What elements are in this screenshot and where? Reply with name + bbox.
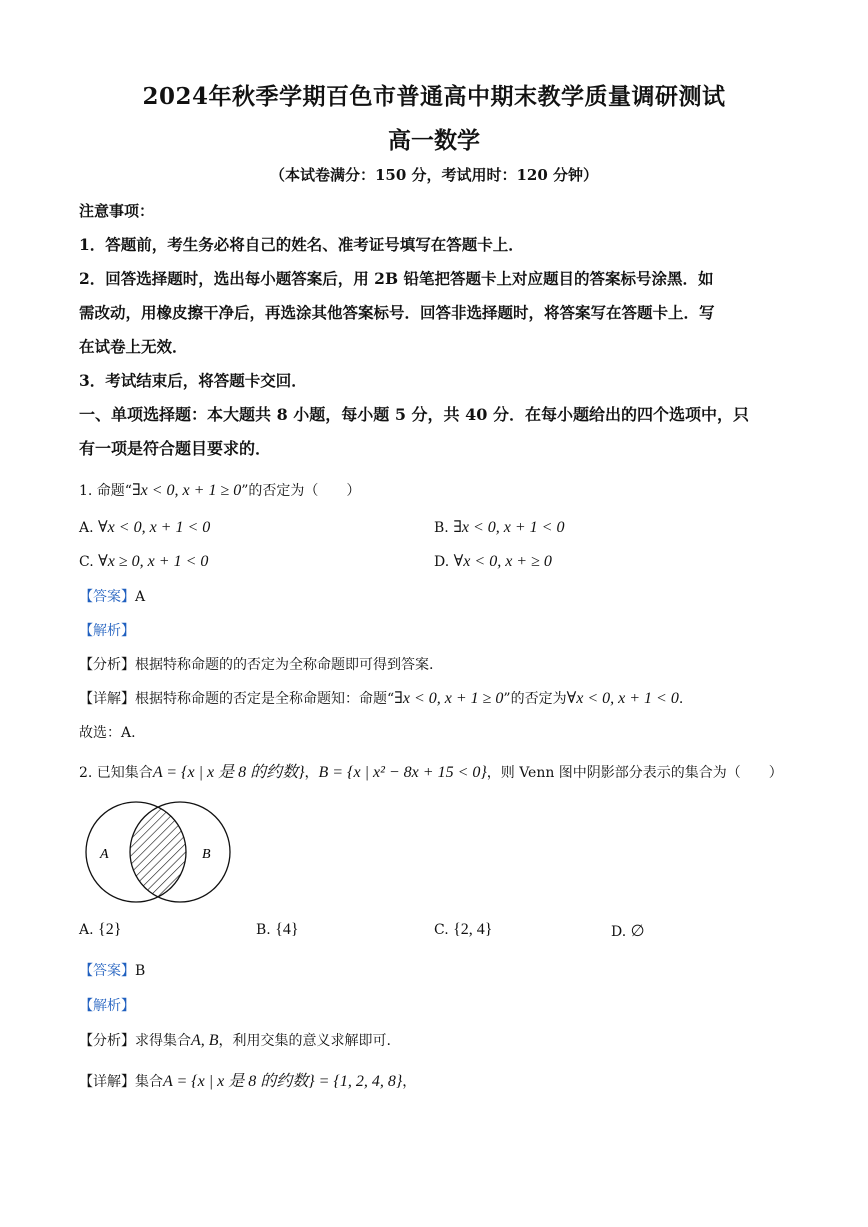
q1-option-a (79, 517, 210, 537)
option-label: C. (79, 554, 94, 570)
option-label: D. (611, 924, 627, 940)
fenxi-tag: 【分析】 (79, 1033, 135, 1049)
xiangjie-math: A = {x | x 是 8 的约数} = {1, 2, 4, 8} (163, 1073, 403, 1090)
q2-fenxi (79, 1030, 794, 1050)
note-2-line-3: 在试卷上无效． (79, 337, 188, 356)
notes-title: 注意事项： (79, 202, 155, 220)
q1-answer (79, 586, 794, 606)
answer-tag: 【答案】 (79, 589, 135, 605)
xiangjie-pre: 根据特称命题的否定是全称命题知：命题“ (135, 691, 395, 707)
option-text: {4} (275, 921, 299, 938)
q2-set-a: A = {x | x 是 8 的约数} (152, 764, 305, 781)
venn-label-a: A (100, 847, 109, 862)
option-label: D. (434, 554, 450, 570)
note-2-line-2: 需改动，用橡皮擦干净后，再选涂其他答案标号．回答非选择题时，将答案写在答题卡上．写 (79, 303, 715, 322)
q2-answer (79, 960, 794, 980)
option-text: ∀x ≥ 0, x + 1 < 0 (98, 553, 209, 570)
venn-label-b: B (202, 847, 211, 862)
q1-analysis-tag: 【解析】 (79, 623, 135, 639)
xiangjie-math-2: ∀x < 0, x + 1 < 0 (566, 690, 679, 707)
option-text: ∀x < 0, x + 1 < 0 (98, 519, 211, 536)
fenxi-text: 根据特称命题的的否定为全称命题即可得到答案. (135, 657, 434, 673)
option-label: B. (434, 520, 449, 536)
xiangjie-pre: 集合 (135, 1074, 163, 1090)
q1-option-d (434, 551, 552, 571)
fenxi-math: A, B (191, 1032, 219, 1049)
q1-stem-math: ∃x < 0, x + 1 ≥ 0 (131, 482, 242, 499)
xiangjie-tag: 【详解】 (79, 691, 135, 707)
option-text: ∃x < 0, x + 1 < 0 (453, 519, 565, 536)
option-label: B. (256, 922, 271, 938)
q1-stem-post: ”的否定为（ ） (241, 483, 361, 499)
q1-option-c (79, 551, 208, 571)
q2-option-c (434, 921, 492, 939)
q1-option-b (434, 517, 564, 537)
q2-stem-comma: ， (304, 765, 319, 781)
q2-stem-pre: 2. 已知集合 (79, 765, 153, 781)
exam-title: 2024年秋季学期百色市普通高中期末教学质量调研测试 (142, 83, 726, 110)
q1-fenxi (79, 654, 794, 674)
option-label: C. (434, 922, 449, 938)
exam-meta: （本试卷满分：150 分，考试用时：120 分钟） (269, 166, 599, 184)
q2-option-a (79, 921, 121, 939)
answer-value: A (135, 589, 146, 605)
section-1-line-1: 一、单项选择题：本大题共 8 小题，每小题 5 分，共 40 分．在每小题给出的四个选项中，只 (79, 405, 749, 424)
fenxi-post: ，利用交集的意义求解即可. (218, 1033, 391, 1049)
q2-set-b: B = {x | x² − 8x + 15 < 0} (318, 764, 487, 781)
section-1-line-2: 有一项是符合题目要求的． (79, 439, 272, 458)
q2-xiangjie (79, 1068, 794, 1091)
answer-value: B (135, 963, 146, 979)
fenxi-tag: 【分析】 (79, 657, 135, 673)
note-2-line-1: 2．回答选择题时，选出每小题答案后，用 2B 铅笔把答题卡上对应题目的答案标号涂黑．如 (79, 269, 714, 288)
xiangjie-mid: ”的否定为 (503, 691, 567, 707)
option-text: {2, 4} (453, 921, 493, 938)
q2-option-b (256, 921, 299, 939)
q1-stem-pre: 1. 命题“ (79, 483, 132, 499)
xiangjie-end: . (678, 691, 684, 707)
q2-stem (79, 762, 794, 784)
option-label: A. (79, 922, 94, 938)
q1-choice: 故选：A. (79, 725, 136, 741)
xiangjie-end: ， (402, 1074, 417, 1090)
xiangjie-tag: 【详解】 (79, 1074, 135, 1090)
venn-diagram (76, 800, 240, 904)
option-label: A. (79, 520, 94, 536)
option-text: ∅ (630, 923, 645, 940)
option-text: ∀x < 0, x + ≥ 0 (453, 553, 552, 570)
answer-tag: 【答案】 (79, 963, 135, 979)
q2-analysis-tag: 【解析】 (79, 998, 135, 1014)
note-3: 3．考试结束后，将答题卡交回． (79, 371, 307, 390)
fenxi-pre: 求得集合 (135, 1033, 191, 1049)
option-text: {2} (98, 921, 122, 938)
q1-xiangjie (79, 688, 794, 708)
q2-option-d (611, 921, 645, 941)
xiangjie-math-1: ∃x < 0, x + 1 ≥ 0 (394, 690, 504, 707)
exam-subject: 高一数学 (388, 127, 480, 154)
q2-stem-post: ，则 Venn 图中阴影部分表示的集合为（ ） (486, 765, 783, 781)
note-1: 1．答题前，考生务必将自己的姓名、准考证号填写在答题卡上． (79, 235, 524, 254)
q1-stem (79, 480, 794, 502)
